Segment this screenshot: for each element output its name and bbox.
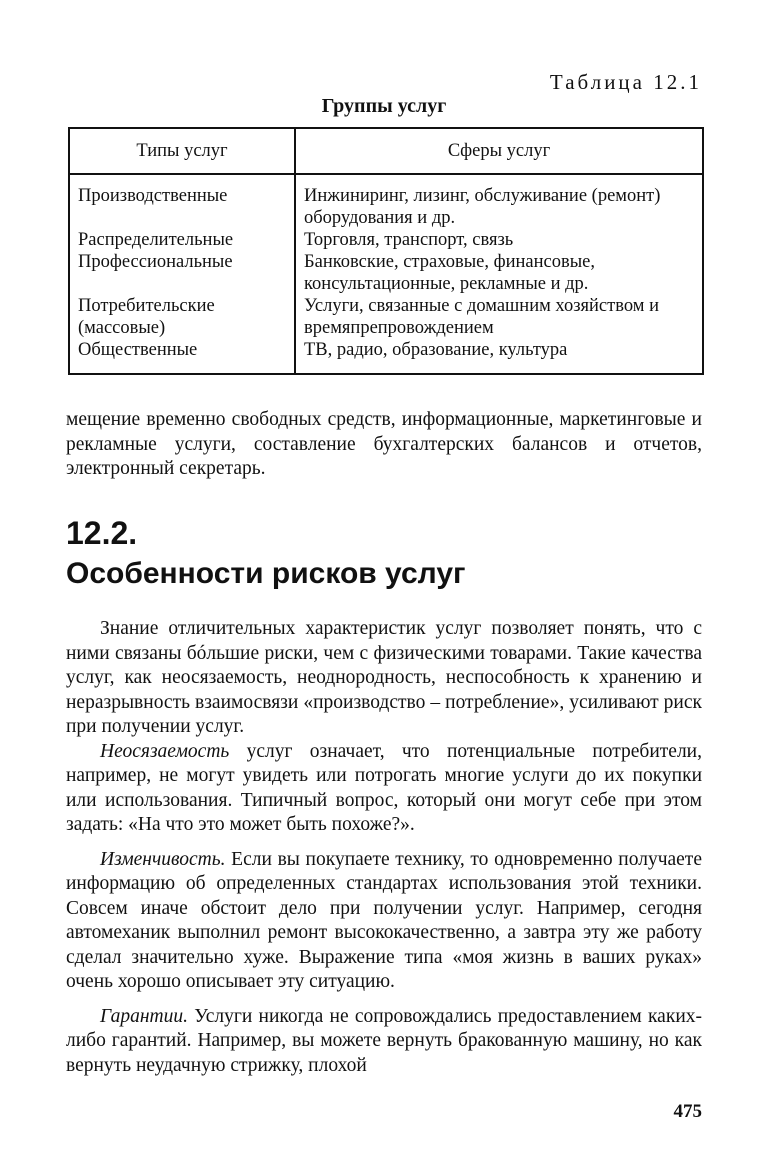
continuation-paragraph: мещение временно свободных средств, информационные, маркетинговые и рекламные услуги, составление бухгалтерских балансов и отчетов, электронный секретарь.: [66, 409, 702, 479]
paragraph-variability: [66, 848, 702, 995]
paragraph-text: Если вы покупаете технику, то одновременно получаете информацию об определенных стандартах использования этой техники. Совсем иначе обстоит дело при получении услуг. Например, сегодня автомеханик выполнил ремонт высококачественно, а завтра эту же работу сделал значительно хуже. Выражение типа «моя жизнь в ваших руках» очень хорошо описывает эту ситуацию.: [66, 848, 702, 992]
service-sphere-cell: ТВ, радио, образование, культура: [304, 340, 568, 360]
table-header-row: [69, 128, 703, 174]
section-body: [66, 617, 702, 1078]
table-title: Группы услуг: [321, 95, 447, 117]
term-guarantees: Гарантии.: [100, 1005, 188, 1027]
service-type-cell: Распределительные: [69, 229, 295, 251]
service-type-cell: Производственные: [69, 174, 295, 229]
page-number: 475: [673, 1101, 702, 1122]
service-sphere-cell: Банковские, страховые, финансовые, консультационные, рекламные и др.: [304, 252, 595, 294]
table-row: [69, 251, 703, 295]
service-groups-table: [68, 127, 704, 375]
paragraph-text: Услуги никогда не сопровождались предоставлением каких-либо гарантий. Например, вы можете вернуть бракованную машину, но как вернуть неудачную стрижку, плохой: [66, 1005, 702, 1076]
section-number: 12.2.: [66, 515, 138, 551]
column-header-service-spheres: Сферы услуг: [295, 128, 703, 174]
table-row: [69, 174, 703, 229]
service-type-cell: Потребительские (массовые): [69, 295, 295, 339]
paragraph-intangibility: [66, 740, 702, 838]
paragraph-text: услуг означает, что потенциальные потребители, например, не могут увидеть или потрогать многие услуги до их покупки или использования. Типичный вопрос, который они могут себе при этом задать: «На что это может быть похоже?».: [66, 740, 702, 835]
table-row: [69, 339, 703, 374]
paragraph-intro: Знание отличительных характеристик услуг позволяет понять, что с ними связаны бóльшие риски, чем с физическими товарами. Такие качества услуг, как неосязаемость, неоднородность, неспособность к хранению и неразрывность взаимосвязи «производство – потребление», усиливают риск при получении услуг.: [66, 618, 702, 737]
section-title: Особенности рисков услуг: [66, 557, 466, 590]
term-variability: Изменчивость.: [100, 848, 226, 870]
continuation-block: [66, 408, 702, 482]
term-intangibility: Неосязаемость: [100, 740, 230, 762]
table-row: [69, 295, 703, 339]
service-type-cell: Общественные: [69, 339, 295, 374]
table-row: [69, 229, 703, 251]
service-sphere-cell: Торговля, транспорт, связь: [304, 230, 514, 250]
column-header-service-types: Типы услуг: [69, 128, 295, 174]
service-sphere-cell: Услуги, связанные с домашним хозяйством и времяпрепровождением: [304, 296, 659, 338]
paragraph-guarantees: [66, 1005, 702, 1079]
table-label: Таблица 12.1: [549, 70, 702, 94]
service-type-cell: Профессиональные: [69, 251, 295, 295]
service-sphere-cell: Инжиниринг, лизинг, обслуживание (ремонт) оборудования и др.: [304, 186, 661, 228]
